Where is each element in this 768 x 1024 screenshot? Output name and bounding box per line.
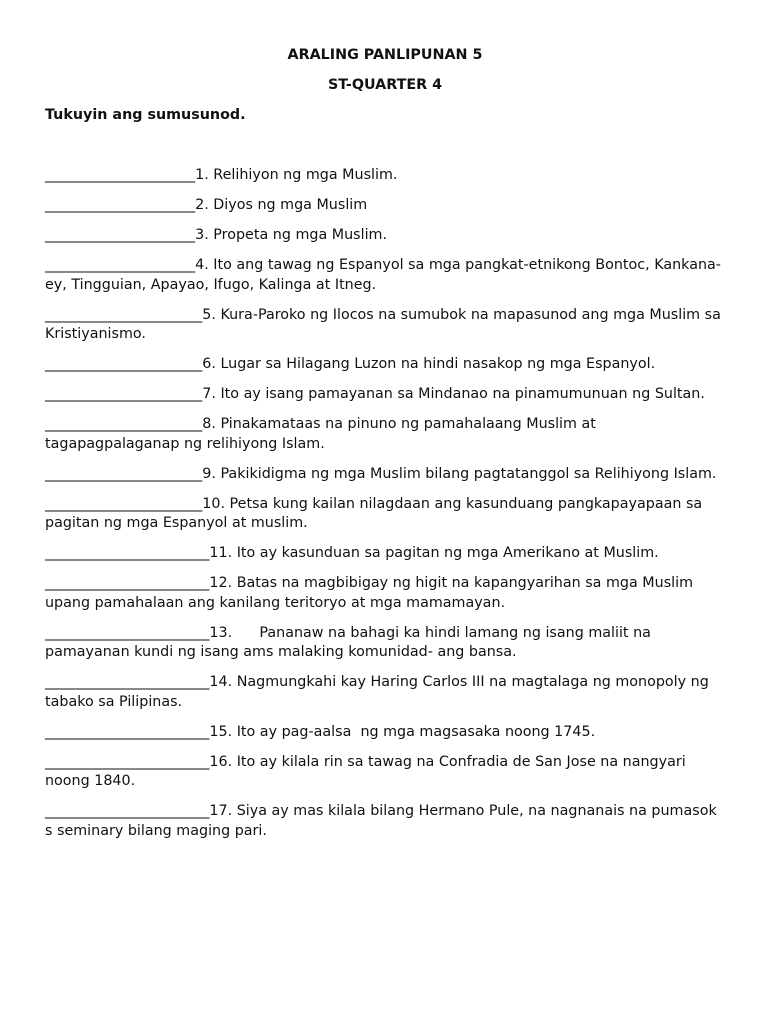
question-item-4: _____________________4. Ito ang tawag ng Espanyol sa mga pangkat-etnikong Bontoc, Kankana-ey, Tingguian, Apayao, Ifugo, Kalinga at Itneg. bbox=[45, 257, 721, 293]
worksheet-title: ARALING PANLIPUNAN 5 bbox=[287, 47, 483, 63]
question-item-9: ______________________9. Pakikidigma ng mga Muslim bilang pagtatanggol sa Relihiyong Islam. bbox=[45, 465, 717, 482]
question-item-11: _______________________11. Ito ay kasunduan sa pagitan ng mga Amerikano at Muslim. bbox=[45, 545, 659, 561]
question-item-5: ______________________5. Kura-Paroko ng Ilocos na sumubok na mapasunod ang mga Muslim sa Kristiyanismo. bbox=[45, 306, 726, 342]
question-item-16: _______________________16. Ito ay kilala rin sa tawag na Confradia de San Jose na nangyari noong 1840. bbox=[45, 753, 691, 789]
question-item-17: _______________________17. Siya ay mas kilala bilang Hermano Pule, na nagnanais na pumasok s seminary bilang maging pari. bbox=[45, 803, 722, 839]
question-item-2: _____________________2. Diyos ng mga Muslim bbox=[45, 197, 368, 213]
question-item-3: _____________________3. Propeta ng mga Muslim. bbox=[45, 227, 388, 243]
question-item-14: _______________________14. Nagmungkahi kay Haring Carlos III na magtalaga ng monopoly ng tabako sa Pilipinas. bbox=[45, 674, 714, 710]
question-item-6: ______________________6. Lugar sa Hilagang Luzon na hindi nasakop ng mga Espanyol. bbox=[45, 356, 656, 372]
question-item-1: _____________________1. Relihiyon ng mga Muslim. bbox=[45, 167, 398, 183]
worksheet-page bbox=[45, 46, 725, 852]
question-item-10: ______________________10. Petsa kung kailan nilagdaan ang kasunduang pangkapayapaan sa pagitan ng mga Espanyol at muslim. bbox=[45, 495, 707, 531]
question-item-8: ______________________8. Pinakamataas na pinuno ng pamahalaang Muslim at tagapagpalaganap ng relihiyong Islam. bbox=[45, 416, 601, 452]
question-item-12: _______________________12. Batas na magbibigay ng higit na kapangyarihan sa mga Muslim upang pamahalaan ang kanilang teritoryo at mga mamamayan. bbox=[45, 575, 698, 611]
question-item-15: _______________________15. Ito ay pag-aalsa ng mga magsasaka noong 1745. bbox=[45, 723, 596, 740]
worksheet-subtitle: ST-QUARTER 4 bbox=[327, 77, 443, 93]
question-item-7: ______________________7. Ito ay isang pamayanan sa Mindanao na pinamumunuan ng Sultan. bbox=[45, 386, 705, 402]
question-item-13: _______________________13. Pananaw na bahagi ka hindi lamang ng isang maliit na pamayanan kundi ng isang ams malaking komunidad- ang bansa. bbox=[45, 624, 656, 660]
instructions: Tukuyin ang sumusunod. bbox=[45, 107, 246, 123]
question-list bbox=[45, 166, 725, 841]
